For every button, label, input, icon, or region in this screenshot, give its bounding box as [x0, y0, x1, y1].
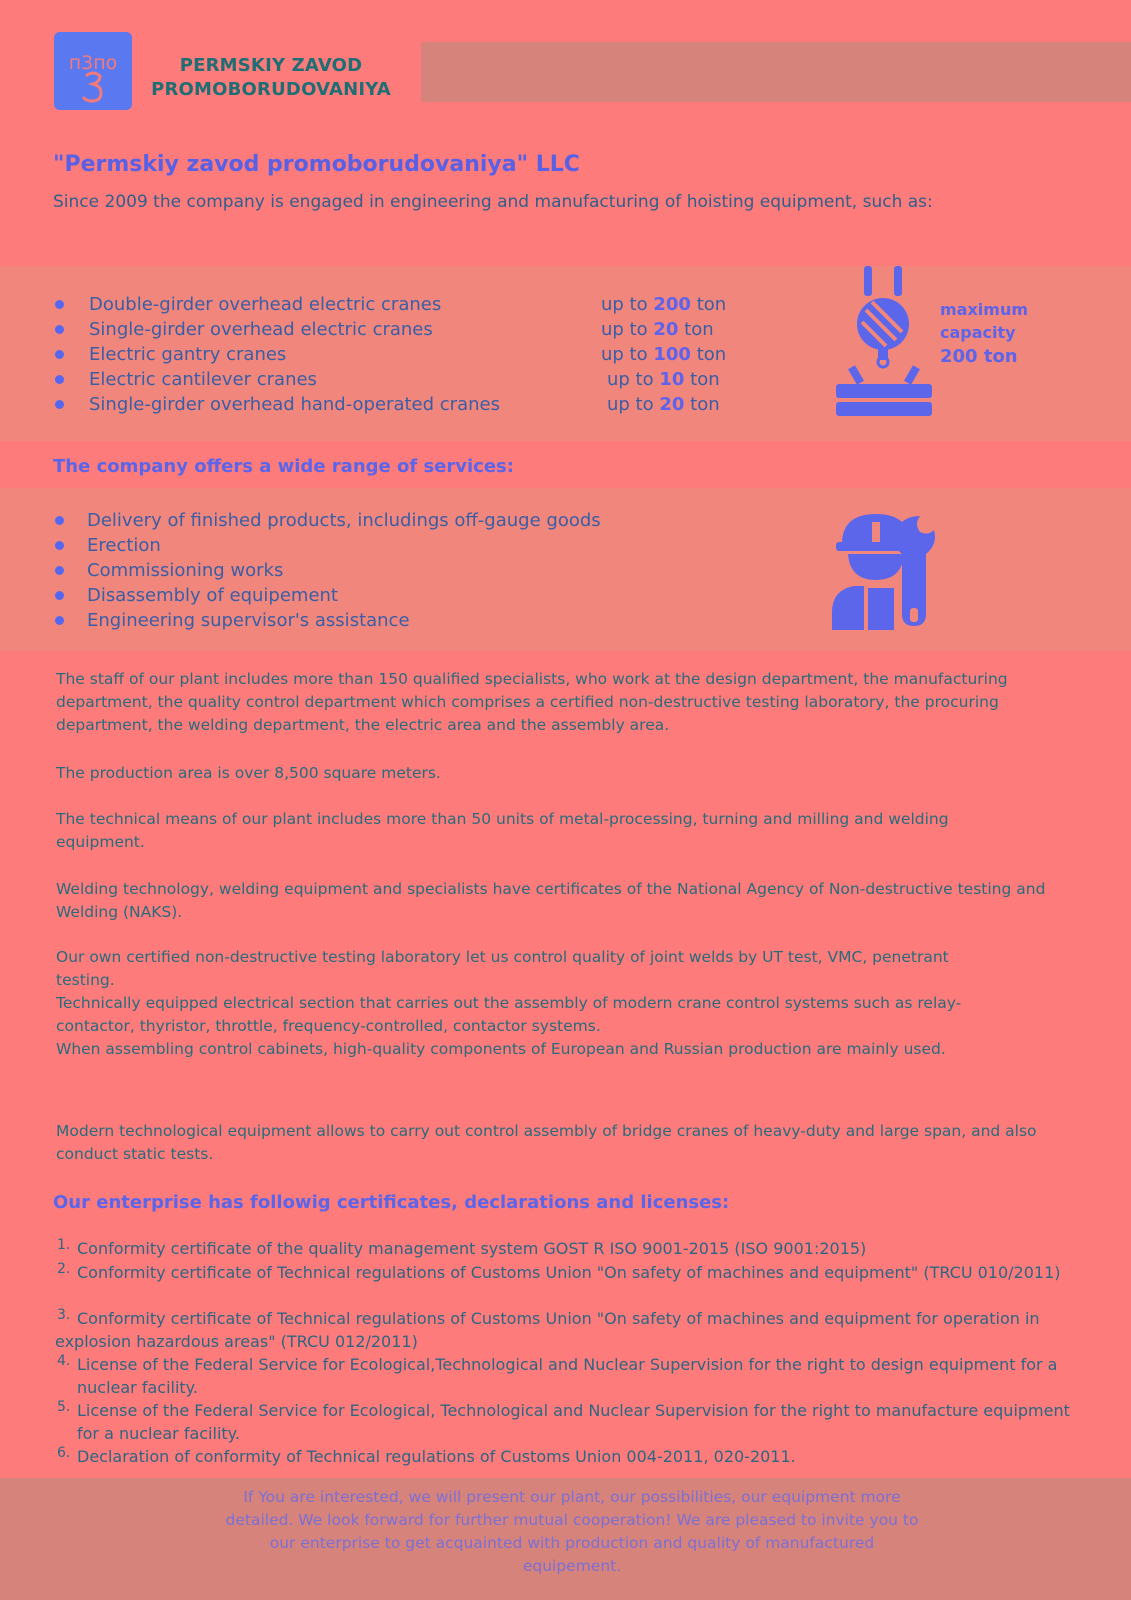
certificate-text: License of the Federal Service for Ecological,Technological and Nuclear Supervision for the right to design equipment for a nuclear facility.: [77, 1355, 1058, 1397]
list-item: [55, 583, 755, 608]
capacity-value: 10: [659, 369, 685, 390]
list-item: [55, 508, 755, 533]
service-list: [55, 508, 755, 633]
company-logo: [54, 32, 132, 110]
certificate-number: 1.: [57, 1237, 71, 1253]
lab-paragraph: Our own certified non-destructive testing laboratory let us control quality of joint welds by UT test, VMC, penetrant testing.: [56, 948, 949, 989]
company-title: "Permskiy zavod promoborudovaniya" LLC: [53, 152, 580, 177]
capacity-label-line3: 200 ton: [940, 346, 1018, 367]
crane-name: Electric cantilever cranes: [89, 369, 317, 390]
bullet-icon: [55, 516, 64, 525]
certificate-item: [55, 1353, 1095, 1399]
list-item: [55, 533, 755, 558]
cabinets-paragraph: When assembling control cabinets, high-quality components of European and Russian production are mainly used.: [56, 1040, 946, 1058]
bullet-icon: [55, 300, 64, 309]
crane-capacity: [607, 367, 720, 392]
header-bar: [421, 42, 1131, 102]
certificate-text: Conformity certificate of the quality management system GOST R ISO 9001-2015 (ISO 9001:2015): [77, 1239, 867, 1258]
list-item: [55, 367, 755, 392]
bullet-icon: [55, 350, 64, 359]
welding-paragraph: Welding technology, welding equipment and specialists have certificates of the National Agency of Non-destructive testing and Welding (NAKS).: [56, 880, 1046, 921]
company-name-line1: PERMSKIY ZAVOD: [179, 55, 363, 76]
list-item: [55, 558, 755, 583]
service-name: Erection: [87, 535, 161, 556]
service-name: Delivery of finished products, includings off-gauge goods: [87, 510, 601, 531]
certificate-number: 5.: [57, 1399, 71, 1415]
capacity-label-line1: maximum: [940, 300, 1029, 319]
electrical-paragraph: Technically equipped electrical section that carries out the assembly of modern crane control systems such as relay-contactor, thyristor, throttle, frequency-controlled, contactor systems.: [56, 994, 962, 1035]
technical-paragraph: The technical means of our plant includes more than 50 units of metal-processing, turning and milling and welding equipment.: [56, 810, 949, 851]
capacity-value: 200: [653, 294, 691, 315]
list-item: [55, 392, 755, 417]
modern-paragraph: Modern technological equipment allows to carry out control assembly of bridge cranes of heavy-duty and large span, and also conduct static tests.: [56, 1122, 1037, 1163]
bullet-icon: [55, 400, 64, 409]
certificate-item: [55, 1237, 1095, 1260]
crane-name: Single-girder overhead hand-operated cranes: [89, 394, 500, 415]
list-item: [55, 342, 755, 367]
crane-capacity: [601, 292, 726, 317]
crane-name: Electric gantry cranes: [89, 344, 287, 365]
certificate-number: 3.: [57, 1307, 71, 1323]
certificate-item: [55, 1445, 1095, 1468]
capacity-unit: ton: [690, 394, 720, 415]
capacity-unit: ton: [696, 344, 727, 365]
bullet-icon: [55, 325, 64, 334]
capacity-label-line2: capacity: [940, 323, 1016, 342]
service-name: Disassembly of equipement: [87, 585, 338, 606]
crane-list: [55, 292, 755, 417]
certificate-text: Conformity certificate of Technical regulations of Customs Union "On safety of machines and equipment for operation in explosion hazardous areas" (TRCU 012/2011): [55, 1309, 1040, 1351]
crane-capacity: [601, 317, 714, 342]
logo-text: п3по: [68, 52, 118, 74]
capacity-prefix: up to: [601, 344, 648, 365]
certificate-text: Conformity certificate of Technical regulations of Customs Union "On safety of machines and equipment" (TRCU 010/2011): [77, 1263, 1061, 1282]
certificates-heading: Our enterprise has followig certificates, declarations and licenses:: [53, 1192, 730, 1213]
certificate-text: Declaration of conformity of Technical regulations of Customs Union 004-2011, 020-2011.: [77, 1447, 796, 1466]
list-item: [55, 292, 755, 317]
services-heading: The company offers a wide range of services:: [53, 456, 514, 477]
capacity-unit: ton: [684, 319, 714, 340]
bullet-icon: [55, 591, 64, 600]
certificate-number: 2.: [57, 1261, 71, 1277]
crane-name: Double-girder overhead electric cranes: [89, 294, 442, 315]
capacity-prefix: up to: [601, 294, 648, 315]
certificate-number: 6.: [57, 1445, 71, 1461]
staff-paragraph: The staff of our plant includes more than 150 qualified specialists, who work at the design department, the manufacturing department, the quality control department which comprises a certified non-destructive testing laboratory, the procuring department, the welding department, the electric area and the assembly area.: [56, 670, 1008, 734]
capacity-value: 100: [653, 344, 691, 365]
capacity-prefix: up to: [607, 394, 654, 415]
worker-wrench-icon: [832, 512, 946, 632]
list-item: [55, 317, 755, 342]
bullet-icon: [55, 616, 64, 625]
crane-hook-icon: [836, 266, 936, 420]
list-item: [55, 608, 755, 633]
capacity-prefix: up to: [601, 319, 648, 340]
footer-text: If You are interested, we will present our plant, our possibilities, our equipment more detailed. We look forward for further mutual cooperation! We are pleased to invite you to our enterprise to get acquainted with production and quality of manufactured equipement.: [225, 1488, 919, 1575]
capacity-value: 20: [653, 319, 679, 340]
capacity-value: 20: [659, 394, 685, 415]
service-name: Engineering supervisor's assistance: [87, 610, 410, 631]
service-name: Commissioning works: [87, 560, 284, 581]
bullet-icon: [55, 375, 64, 384]
certificate-item: [55, 1307, 1095, 1353]
bullet-icon: [55, 566, 64, 575]
company-name-line2: PROMOBORUDOVANIYA: [151, 79, 391, 100]
crane-capacity: [601, 342, 726, 367]
capacity-unit: ton: [690, 369, 720, 390]
certificate-text: License of the Federal Service for Ecological, Technological and Nuclear Supervision for the right to manufacture equipment for a nuclear facility.: [77, 1401, 1070, 1443]
certificate-number: 4.: [57, 1353, 71, 1369]
area-paragraph: The production area is over 8,500 square meters.: [56, 764, 441, 782]
bullet-icon: [55, 541, 64, 550]
capacity-prefix: up to: [607, 369, 654, 390]
intro-text: Since 2009 the company is engaged in engineering and manufacturing of hoisting equipment, such as:: [53, 192, 933, 212]
capacity-unit: ton: [696, 294, 727, 315]
crane-name: Single-girder overhead electric cranes: [89, 319, 433, 340]
certificate-item: [55, 1261, 1095, 1284]
crane-capacity: [607, 392, 720, 417]
certificate-item: [55, 1399, 1095, 1445]
